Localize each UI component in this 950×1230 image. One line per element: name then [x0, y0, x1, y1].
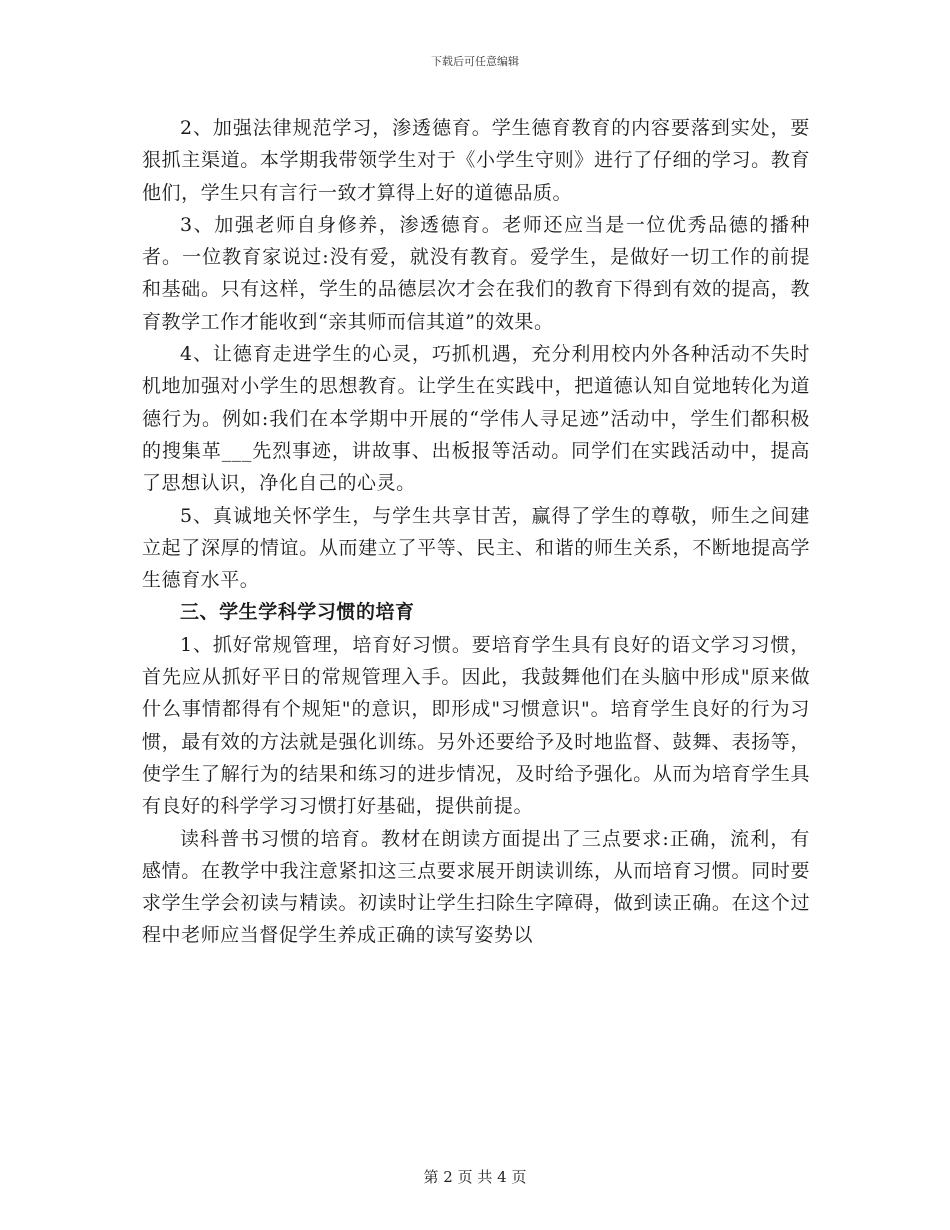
page-number: 第 2 页 共 4 页: [423, 1168, 527, 1186]
document-body: [142, 112, 810, 952]
paragraph-law-study: 2、加强法律规范学习，渗透德育。学生德育教育的内容要落到实处，要狠抓主渠道。本学期我带领学生对于《小学生守则》进行了仔细的学习。教育他们，学生只有言行一致才算得上好的道德品质。: [142, 117, 810, 204]
section-heading: 三、学生学科学习惯的培育: [180, 601, 415, 624]
paragraph-routine-management: 1、抓好常规管理，培育好习惯。要培育学生具有良好的语文学习习惯，首先应从抓好平日的常规管理入手。因此，我鼓舞他们在头脑中形成"原来做什么事情都得有个规矩"的意识，即形成"习惯意识"。培育学生良好的行为习惯，最有效的方法就是强化训练。另外还要给予及时地监督、鼓舞、表扬等，使学生了解行为的结果和练习的进步情况，及时给予强化。从而为培育学生具有良好的科学学习习惯打好基础，提供前提。: [142, 633, 810, 818]
page-header: 下载后可任意编辑: [431, 55, 519, 68]
paragraph-moral-into-heart: 4、让德育走进学生的心灵，巧抓机遇，充分利用校内外各种活动不失时机地加强对小学生的思想教育。让学生在实践中，把道德认知自觉地转化为道德行为。例如:我们在本学期中开展的“学伟人寻足迹”活动中，学生们都积极的搜集革___先烈事迹，讲故事、出板报等活动。同学们在实践活动中，提高了思想认识，净化自己的心灵。: [142, 343, 810, 495]
paragraph-care-students: 5、真诚地关怀学生，与学生共享甘苦，赢得了学生的尊敬，师生之间建立起了深厚的情谊。从而建立了平等、民主、和谐的师生关系，不断地提高学生德育水平。: [142, 504, 810, 592]
paragraph-teacher-cultivation: 3、加强老师自身修养，渗透德育。老师还应当是一位优秀品德的播种者。一位教育家说过:没有爱，就没有教育。爱学生，是做好一切工作的前提和基础。只有这样，学生的品德层次才会在我们的教育下得到有效的提高，教育教学工作才能收到“亲其师而信其道”的效果。: [142, 213, 810, 333]
paragraph-reading-habit: 读科普书习惯的培育。教材在朗读方面提出了三点要求:正确，流利，有感情。在教学中我注意紧扣这三点要求展开朗读训练，从而培育习惯。同时要求学生学会初读与精读。初读时让学生扫除生字障碍，做到读正确。在这个过程中老师应当督促学生养成正确的读写姿势以: [142, 827, 810, 947]
